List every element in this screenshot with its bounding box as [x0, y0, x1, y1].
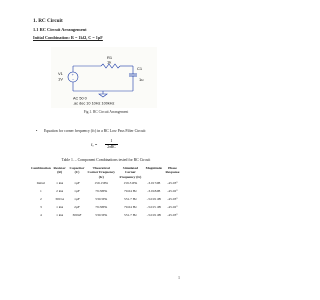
svg-text:−: −	[71, 77, 75, 81]
table-cell: 1 kΩ	[56, 180, 64, 185]
formula-numerator: 1	[110, 139, 113, 143]
table-row	[30, 187, 182, 195]
initial-combination-label: Initial Combination: R = 1kΩ, C = 1µF	[33, 35, 103, 40]
resistor-name: R1	[107, 55, 113, 60]
table-cell: 1µF	[74, 188, 80, 193]
header-cell: Combination	[31, 166, 51, 170]
table-cell: -45.02°	[167, 204, 178, 209]
table-cell: 159.15Hz	[94, 180, 109, 185]
table-cell: -45.03°	[167, 180, 178, 185]
table-cell: 300nF	[72, 212, 82, 217]
header-cell: Magnitude	[145, 166, 162, 170]
capacitor-name: C1	[137, 66, 143, 71]
page-number: 1	[178, 275, 180, 280]
figure-caption: Fig.1. RC Circuit Arrangement	[83, 110, 129, 114]
table-cell: 1µF	[74, 180, 80, 185]
table-cell: 79.58Hz	[95, 204, 108, 209]
source-name: V1	[58, 71, 63, 76]
table-cell: 1 kΩ	[56, 212, 64, 217]
table-row	[30, 195, 182, 203]
table-cell: 2µF	[74, 204, 80, 209]
component-table	[30, 166, 182, 219]
table-cell: -45.02°	[167, 188, 178, 193]
table-cell: 79.64 Hz	[123, 204, 137, 209]
table-cell: 531.7 Hz	[123, 196, 137, 201]
ground-symbol	[99, 94, 107, 97]
table-cell: 300 Ω	[55, 196, 65, 201]
table-cell: 2 kΩ	[56, 188, 64, 193]
resistor-value: 1k	[107, 59, 112, 65]
table-row	[30, 211, 182, 219]
header-cell: Phase Response	[165, 166, 180, 175]
table-cell: 159.31Hz	[123, 180, 138, 185]
table-cell: 1 kΩ	[56, 204, 64, 209]
resistor-symbol	[101, 64, 120, 68]
table-row	[30, 179, 182, 187]
table-row	[30, 203, 182, 211]
header-cell: Resistor (R)	[53, 166, 66, 175]
table-cell: -3.017dB	[147, 180, 161, 185]
table-cell: 2	[39, 196, 42, 201]
subsection-heading: 1.1 RC Circuit Arrangement	[33, 27, 87, 32]
formula-lhs: f꜀ =	[91, 142, 98, 147]
bullet-marker: •	[36, 129, 38, 133]
simulation-directive: .ac dec 10 10Hz 100kHz	[73, 101, 115, 106]
table-cell: 4	[39, 212, 42, 217]
table-cell: 530.5Hz	[95, 212, 108, 217]
table-title: Table 1. – Component Combinations tested for RC Circuit	[61, 158, 151, 162]
bullet-text: Equation for corner frequency (fc) in a RC Low Pass Filter Circuit:	[44, 129, 147, 133]
table-cell: -45.03°	[167, 212, 178, 217]
table-cell: 3	[39, 204, 42, 209]
table-cell: 79.58Hz	[95, 188, 108, 193]
table-cell: -45.03°	[167, 196, 178, 201]
table-cell: -3.019 dB	[146, 196, 161, 201]
table-cell: -3.018dB	[147, 188, 161, 193]
table-cell: -3.015 dB	[146, 204, 161, 209]
table-cell: 531.7 Hz	[123, 212, 137, 217]
table-cell: 1	[39, 188, 42, 193]
table-header-row	[30, 166, 182, 179]
formula-denominator: 2πRC	[107, 145, 116, 149]
header-cell: Theoretical Corner Frequency (fc)	[87, 166, 116, 179]
table-cell: 1µF	[74, 196, 80, 201]
svg-text:+: +	[71, 72, 75, 77]
source-value: 1V	[58, 76, 63, 82]
header-cell: Capacitor (C)	[69, 166, 85, 175]
circuit-figure	[51, 47, 157, 108]
table-cell: 79.64 Hz	[123, 188, 137, 193]
table-cell: 530.5Hz	[95, 196, 108, 201]
section-heading: 1. RC Circuit	[33, 18, 63, 24]
table-cell: -3.019 dB	[146, 212, 161, 217]
ac-source-line: AC 50 0	[73, 96, 87, 101]
table-cell: Initial	[36, 180, 45, 185]
capacitor-value: 1u	[139, 77, 144, 82]
circuit-diagram	[51, 47, 157, 108]
header-cell: Simulated Corner Frequency (fc)	[119, 166, 142, 179]
